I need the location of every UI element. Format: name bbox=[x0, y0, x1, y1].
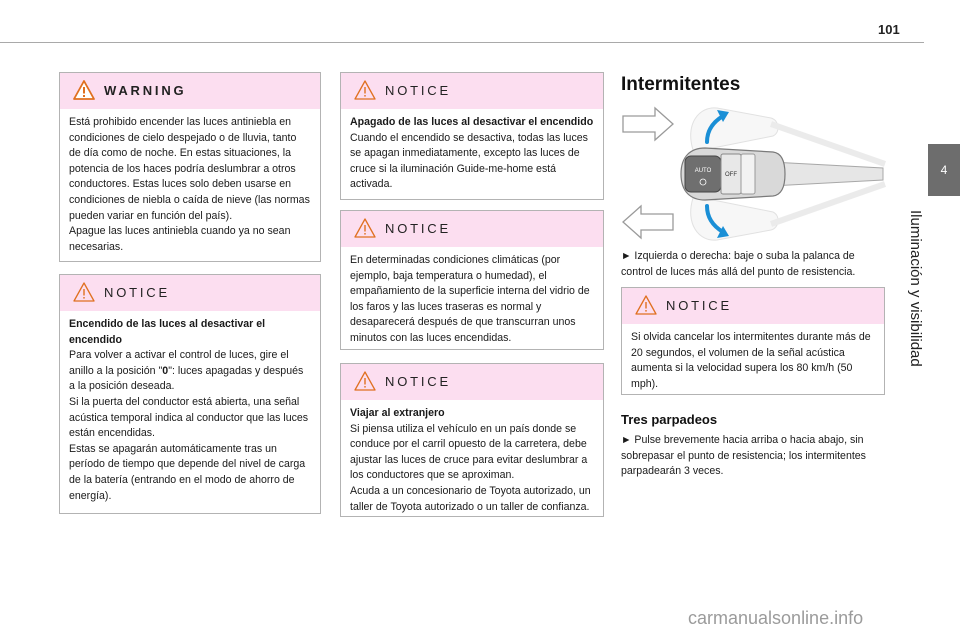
warning-title: WARNING bbox=[104, 83, 187, 98]
warning-text-2: Apague las luces antiniebla cuando ya no sean necesarias. bbox=[69, 225, 291, 253]
notice-header bbox=[341, 73, 603, 109]
notice-triangle-icon bbox=[353, 217, 377, 239]
subsection-title: Tres parpadeos bbox=[621, 412, 718, 427]
notice-header bbox=[622, 288, 884, 324]
svg-text:AUTO: AUTO bbox=[694, 168, 712, 174]
notice-signal-box bbox=[621, 287, 885, 395]
warning-box bbox=[59, 72, 321, 262]
turn-signal-lever-illustration bbox=[621, 104, 889, 244]
notice-header bbox=[60, 275, 320, 311]
watermark: carmanualsonline.info bbox=[688, 608, 864, 628]
notice-title: NOTICE bbox=[104, 285, 170, 300]
notice-text: Si piensa utiliza el vehículo en un país donde se conduce por el carril opuesto de la carretera, debe ajustar las luces de cruce para evitar deslumbrar a los conductores que se aproximan. bbox=[350, 422, 588, 482]
instruction-text: ► Izquierda o derecha: baje o suba la palanca de control de luces más allá del punto de resistencia. bbox=[621, 250, 856, 278]
notice-body bbox=[60, 311, 320, 504]
warning-triangle-icon bbox=[72, 79, 96, 101]
warning-header bbox=[60, 73, 320, 109]
header-divider bbox=[0, 42, 924, 43]
notice-triangle-icon bbox=[72, 281, 96, 303]
warning-text: Está prohibido encender las luces antiniebla en condiciones de cielo despejado o de lluvia, tanto de día como de noche. En estas situaciones, la potencia de los haces podría deslumbrar a otros conductores. Estas luces solo deben usarse en condiciones de niebla o caída de nieve (las normas pueden variar en función del país). bbox=[69, 116, 310, 222]
notice-title: NOTICE bbox=[385, 374, 451, 389]
notice-text: En determinadas condiciones climáticas (por ejemplo, baja temperatura o humedad), el empañamiento de la superficie interna del vidrio de los faros y las luces traseras es normal y desaparecerá después de que transcurran unos minutos con las luces encendidas. bbox=[350, 254, 590, 344]
page-number: 101 bbox=[878, 22, 900, 37]
notice-heading: Encendido de las luces al desactivar el encendido bbox=[69, 318, 266, 346]
notice-text: Si olvida cancelar los intermitentes durante más de 20 segundos, el volumen de la señal acústica aumenta si la velocidad supera los 80 km/h (50 mph). bbox=[631, 331, 871, 390]
chapter-number: 4 bbox=[940, 163, 948, 177]
notice-title: NOTICE bbox=[385, 221, 451, 236]
notice-triangle-icon bbox=[353, 370, 377, 392]
warning-body bbox=[60, 109, 320, 255]
notice-body bbox=[622, 324, 884, 392]
three-flashes-text: ► Pulse brevemente hacia arriba o hacia abajo, sin sobrepasar el punto de resistencia; los intermitentes parpadearán 3 veces. bbox=[621, 434, 866, 478]
section-title: Intermitentes bbox=[621, 74, 741, 95]
notice-header bbox=[341, 211, 603, 247]
arrow-right-icon bbox=[623, 108, 673, 140]
notice-text: Cuando el encendido se desactiva, todas las luces se apagan inmediatamente, excepto las luces de cruce si la iluminación Guide-me-home está activada. bbox=[350, 131, 588, 191]
notice-heading: Viajar al extranjero bbox=[350, 407, 445, 419]
notice-header bbox=[341, 364, 603, 400]
notice-body bbox=[341, 247, 603, 347]
notice-body bbox=[341, 400, 603, 515]
notice-title: NOTICE bbox=[666, 298, 732, 313]
notice-abroad-box bbox=[340, 363, 604, 517]
notice-text-2: Acuda a un concesionario de Toyota autorizado, un taller de Toyota autorizado o un taller de confianza. bbox=[350, 484, 591, 513]
notice-text: Para volver a activar el control de luces, gire el anillo a la posición "0": luces apagadas y después a la posición deseada. bbox=[69, 349, 304, 393]
notice-text-3: Estas se apagarán automáticamente tras un período de tiempo que depende del nivel de carga de la batería (entrando en el modo de ahorro de energía). bbox=[69, 442, 306, 502]
chapter-title: Iluminación y visibilidad bbox=[907, 210, 924, 367]
notice-triangle-icon bbox=[353, 79, 377, 101]
notice-text-2: Si la puerta del conductor está abierta, una señal acústica temporal indica al conductor que las luces están encendidas. bbox=[69, 395, 309, 440]
notice-lights-off-box bbox=[59, 274, 321, 514]
notice-heading: Apagado de las luces al desactivar el encendido bbox=[350, 116, 594, 128]
notice-weather-box bbox=[340, 210, 604, 350]
notice-body bbox=[341, 109, 603, 193]
notice-triangle-icon bbox=[634, 294, 658, 316]
chapter-tab bbox=[928, 144, 960, 196]
svg-text:OFF: OFF bbox=[725, 172, 737, 178]
notice-ignition-box bbox=[340, 72, 604, 200]
arrow-left-icon bbox=[623, 206, 673, 238]
notice-title: NOTICE bbox=[385, 83, 451, 98]
